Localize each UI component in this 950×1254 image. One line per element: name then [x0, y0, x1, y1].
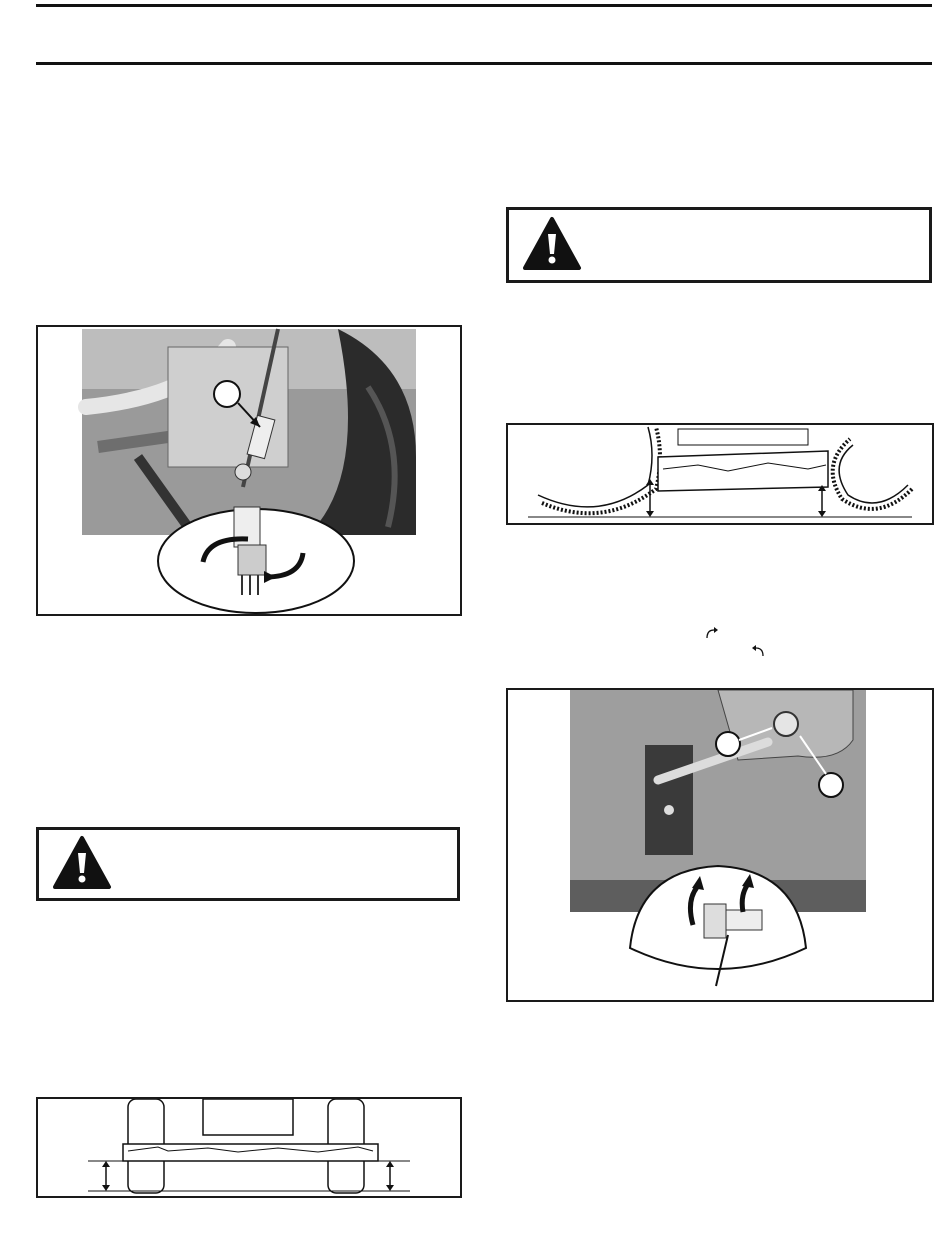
rear-tire-tread — [542, 427, 660, 513]
header-bottom-rule — [36, 62, 932, 65]
figure-deck-level-side — [506, 423, 934, 525]
warning-box-right — [506, 207, 932, 283]
callout-1 — [214, 381, 240, 407]
callout-1 — [716, 732, 740, 756]
warning-triangle-icon — [521, 216, 583, 272]
front-tire-tread — [833, 439, 912, 509]
side-deck — [658, 451, 828, 491]
lift-link-photo — [38, 327, 460, 614]
deck-side-drawing — [508, 425, 932, 523]
warning-triangle-icon — [51, 835, 113, 891]
callout-2 — [819, 773, 843, 797]
mower-deck — [123, 1144, 378, 1161]
figure-front-bracket-adjustment — [506, 688, 934, 1002]
warning-box-left — [36, 827, 460, 901]
rotate-counterclockwise-icon — [750, 645, 766, 659]
figure-deck-level-front — [36, 1097, 462, 1198]
header-top-rule — [36, 4, 932, 7]
rotate-clockwise-icon — [704, 627, 720, 641]
deck-front-drawing — [38, 1099, 460, 1196]
bracket-photo — [508, 690, 932, 1000]
nut — [774, 712, 798, 736]
figure-lift-link-adjustment — [36, 325, 462, 616]
support-plate — [645, 745, 693, 855]
